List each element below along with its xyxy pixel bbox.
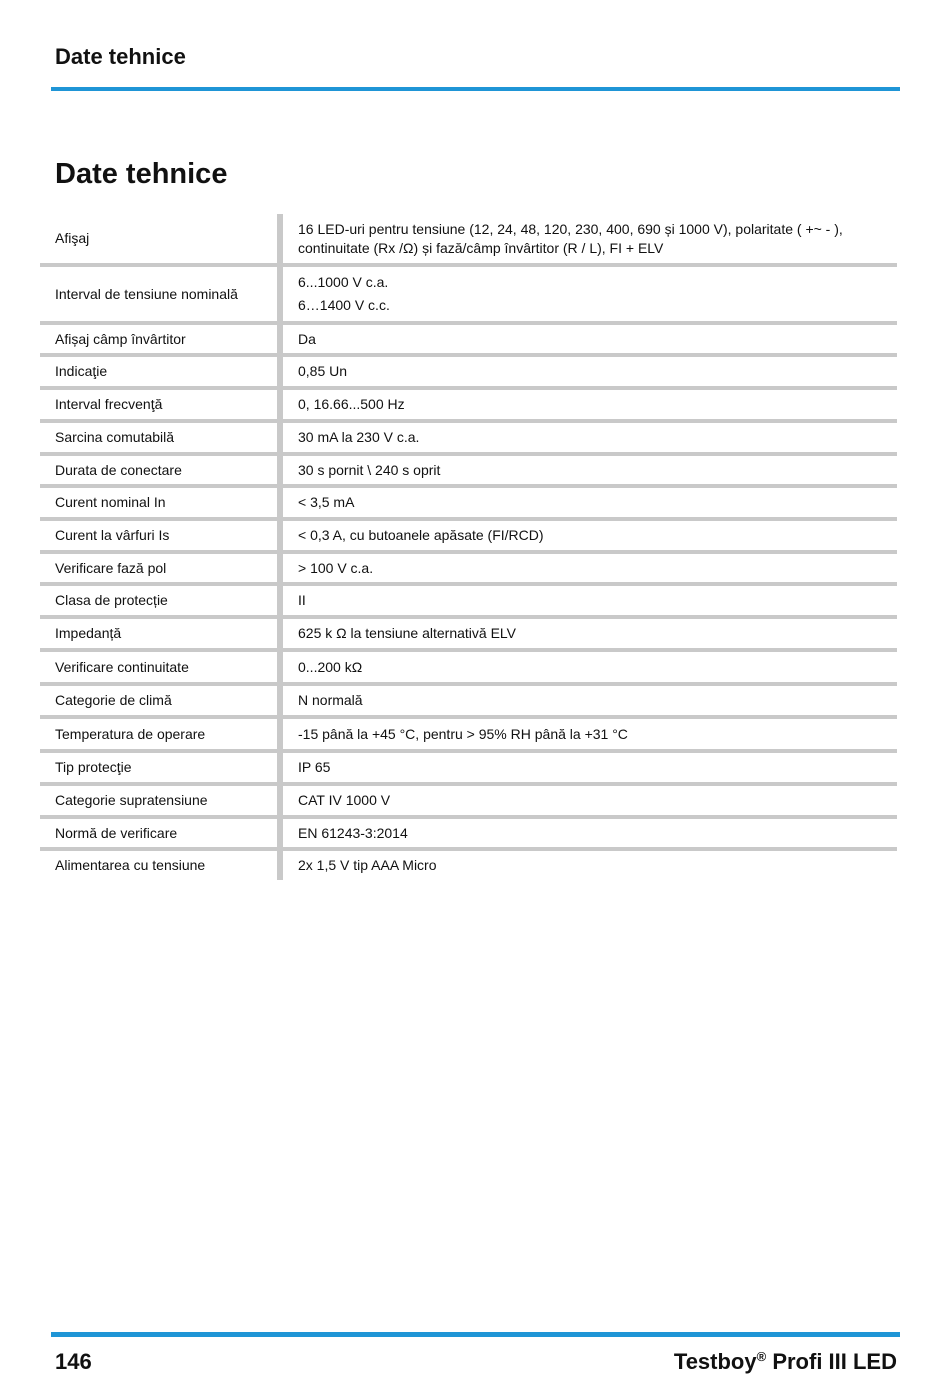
- spec-label: Afişaj: [40, 214, 280, 265]
- table-row: [40, 849, 897, 880]
- product-name: [674, 1349, 897, 1375]
- spec-value-line: 16 LED-uri pentru tensiune (12, 24, 48, 120, 230, 400, 690 și 1000 V), polaritate ( +~ - ),: [298, 220, 843, 237]
- technical-data-table: [40, 214, 897, 880]
- table-row: [40, 421, 897, 454]
- spec-value: II: [280, 584, 897, 617]
- table-row: [40, 486, 897, 519]
- spec-label: Clasa de protecție: [40, 584, 280, 617]
- spec-value-line: 6...1000 V c.a.: [298, 274, 389, 290]
- header-rule: [51, 87, 900, 91]
- table-row: [40, 684, 897, 717]
- spec-value: Da: [280, 323, 897, 355]
- spec-value: 30 s pornit \ 240 s oprit: [280, 454, 897, 486]
- table-row: [40, 355, 897, 388]
- spec-value: 0...200 kΩ: [280, 650, 897, 684]
- spec-label: Interval frecvenţă: [40, 388, 280, 421]
- spec-label: Verificare continuitate: [40, 650, 280, 684]
- spec-value-line: 6…1400 V c.c.: [298, 297, 390, 313]
- brand-name: Testboy: [673, 1349, 757, 1374]
- spec-value: EN 61243-3:2014: [280, 817, 897, 849]
- model-name: Profi III LED: [766, 1349, 897, 1374]
- spec-value: 625 k Ω la tensiune alternativă ELV: [280, 617, 897, 650]
- spec-value: CAT IV 1000 V: [280, 784, 897, 817]
- page-number: 146: [55, 1349, 92, 1374]
- spec-value: [280, 265, 897, 323]
- spec-label: Alimentarea cu tensiune: [55, 857, 206, 873]
- spec-label: Interval de tensiune nominală: [40, 265, 280, 323]
- spec-value: 0, 16.66...500 Hz: [280, 388, 897, 421]
- table-row: [40, 717, 897, 751]
- spec-label: Categorie supratensiune: [40, 784, 280, 817]
- spec-label: Verificare fază pol: [40, 552, 280, 584]
- table-row: [40, 552, 897, 584]
- header-title: Date tehnice: [55, 44, 186, 69]
- spec-label: Sarcina comutabilă: [40, 421, 280, 454]
- spec-value: IP 65: [280, 751, 897, 784]
- spec-value: < 3,5 mA: [280, 486, 897, 519]
- footer-rule: [51, 1332, 900, 1337]
- spec-label: Impedanță: [40, 617, 280, 650]
- table-row: [40, 388, 897, 421]
- page-title: Date tehnice: [55, 158, 228, 190]
- spec-value: N normală: [280, 684, 897, 717]
- table-row: [40, 265, 897, 323]
- spec-label: Curent nominal In: [40, 486, 280, 519]
- spec-value-line: continuitate (Rx /Ω) și fază/câmp învârtitor (R / L), FI + ELV: [298, 239, 664, 256]
- spec-value: > 100 V c.a.: [280, 552, 897, 584]
- table-row: [40, 751, 897, 784]
- spec-label: Durata de conectare: [40, 454, 280, 486]
- spec-value: -15 până la +45 °C, pentru > 95% RH până la +31 °C: [280, 717, 897, 751]
- spec-label: Normă de verificare: [40, 817, 280, 849]
- spec-label: Curent la vârfuri Is: [40, 519, 280, 552]
- spec-label: Categorie de climă: [40, 684, 280, 717]
- spec-value: < 0,3 A, cu butoanele apăsate (FI/RCD): [280, 519, 897, 552]
- table-row: [40, 784, 897, 817]
- table-row: [40, 584, 897, 617]
- spec-value: 0,85 Un: [280, 355, 897, 388]
- table-row: [40, 817, 897, 849]
- table-row: [40, 454, 897, 486]
- spec-label: Afișaj câmp învârtitor: [40, 323, 280, 355]
- spec-label: Temperatura de operare: [40, 717, 280, 751]
- table-row: [40, 617, 897, 650]
- table-row: [40, 323, 897, 355]
- registered-mark: ®: [756, 1349, 767, 1364]
- table-row: [40, 519, 897, 552]
- spec-value: 2x 1,5 V tip AAA Micro: [280, 849, 897, 880]
- spec-value: [280, 214, 897, 265]
- spec-value: 30 mA la 230 V c.a.: [280, 421, 897, 454]
- spec-label: Indicaţie: [40, 355, 280, 388]
- table-row: [40, 650, 897, 684]
- table-row: [40, 214, 897, 265]
- spec-label: Tip protecţie: [40, 751, 280, 784]
